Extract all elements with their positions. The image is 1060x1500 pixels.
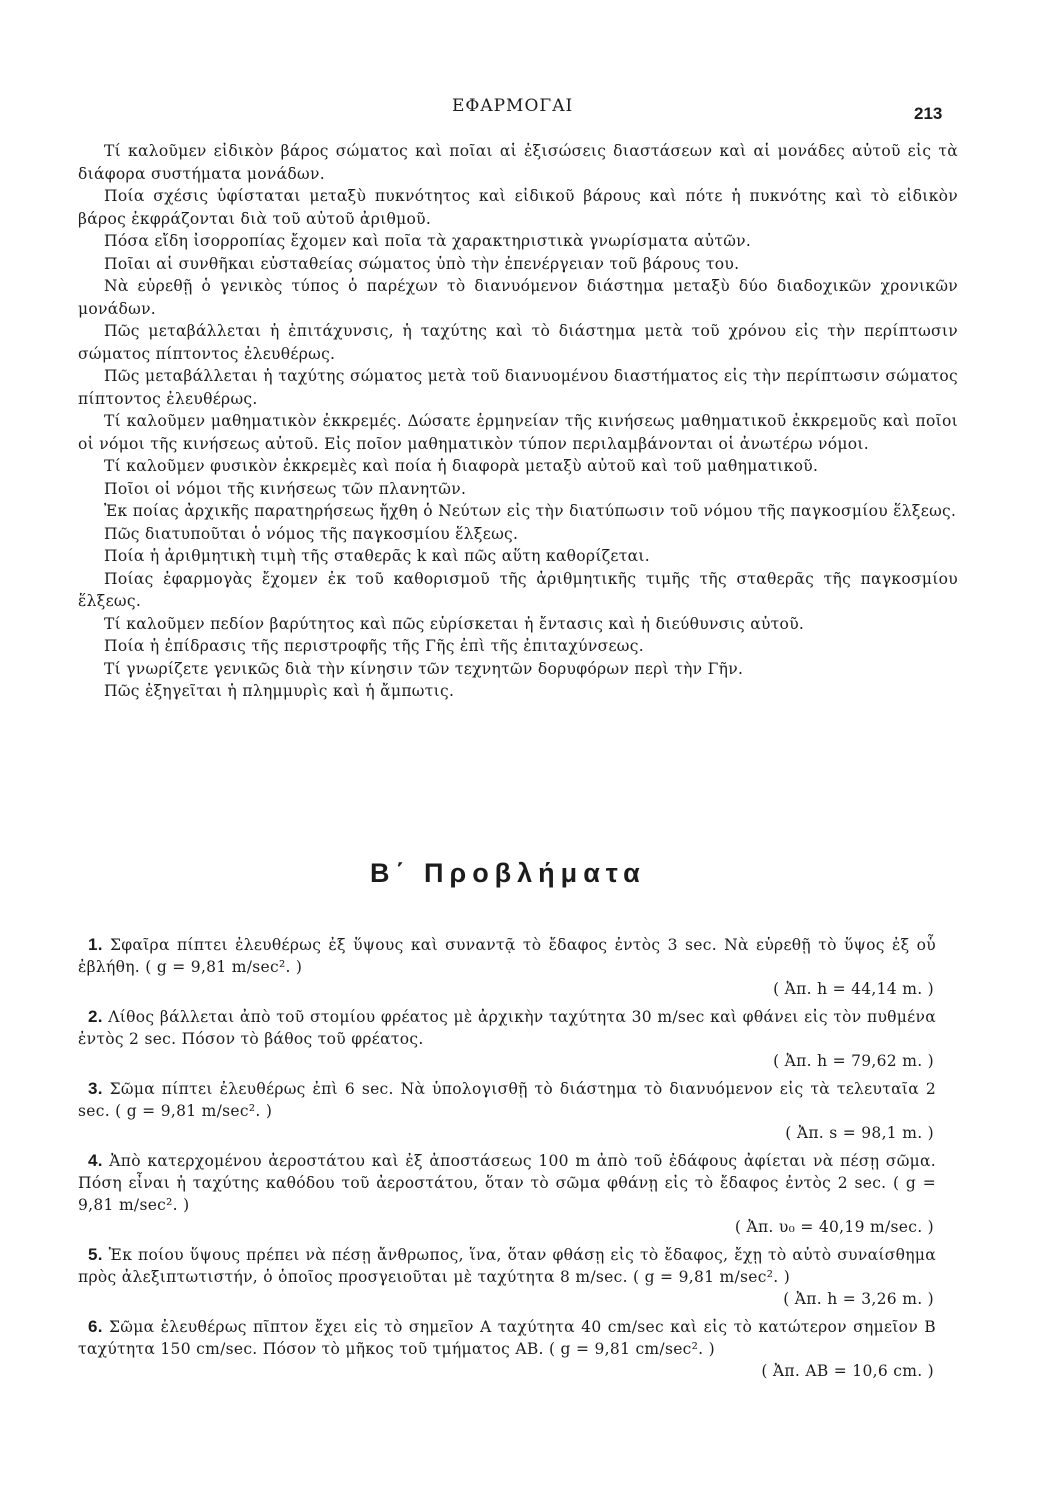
running-title: ΕΦΑΡΜΟΓΑΙ bbox=[452, 96, 574, 116]
page-number: 213 bbox=[914, 104, 943, 123]
problem-answer: ( Ἀπ. h = 79,62 m. ) bbox=[773, 1052, 934, 1070]
problem-answer: ( Ἀπ. υ₀ = 40,19 m/sec. ) bbox=[734, 1218, 934, 1236]
problem-text: Σῶμα πίπτει ἐλευθέρως ἐπὶ 6 sec. Νὰ ὑπολογισθῇ τὸ διάστημα τὸ διανυόμενον εἰς τὰ τελευταῖα 2 sec. ( g = 9,81 m/sec². ) bbox=[78, 1080, 936, 1120]
problem-item bbox=[78, 1150, 936, 1238]
question: Τί γνωρίζετε γενικῶς διὰ τὴν κίνησιν τῶν τεχνητῶν δορυφόρων περὶ τὴν Γῆν. bbox=[104, 659, 744, 678]
question: Πῶς μεταβάλλεται ἡ ταχύτης σώματος μετὰ τοῦ διανυομένου διαστήματος εἰς τὴν περίπτωσιν σώματος πίπτοντος ἐλευθέρως. bbox=[78, 367, 958, 408]
section-title: Β΄ Προβλήματα bbox=[370, 858, 646, 888]
problem-answer: ( Ἀπ. ΑΒ = 10,6 cm. ) bbox=[761, 1362, 934, 1380]
problem-number: 5. bbox=[88, 1245, 103, 1264]
question: Τί καλοῦμεν εἰδικὸν βάρος σώματος καὶ ποῖαι αἱ ἐξισώσεις διαστάσεων καὶ αἱ μονάδες αὐτοῦ εἰς τὰ διάφορα συστήματα μονάδων. bbox=[78, 142, 958, 183]
problem-number: 1. bbox=[88, 935, 103, 954]
problem-text: Σφαῖρα πίπτει ἐλευθέρως ἐξ ὕψους καὶ συναντᾷ τὸ ἔδαφος ἐντὸς 3 sec. Νὰ εὑρεθῇ τὸ ὕψος ἐξ οὗ ἐβλήθη. ( g = 9,81 m/sec². ) bbox=[78, 936, 936, 976]
problem-text: Σῶμα ἐλευθέρως πῖπτον ἔχει εἰς τὸ σημεῖον Α ταχύτητα 40 cm/sec καὶ εἰς τὸ κατώτερον σημεῖον Β ταχύτητα 150 cm/sec. Πόσον τὸ μῆκος τοῦ τμήματος ΑΒ. ( g = 9,81 cm/sec². ) bbox=[78, 1318, 936, 1358]
problem-number: 6. bbox=[88, 1317, 103, 1336]
review-questions bbox=[78, 140, 958, 703]
problem-answer: ( Ἀπ. h = 44,14 m. ) bbox=[773, 980, 934, 998]
question: Πῶς μεταβάλλεται ἡ ἐπιτάχυνσις, ἡ ταχύτης καὶ τὸ διάστημα μετὰ τοῦ χρόνου εἰς τὴν περίπτωσιν σώματος πίπτοντος ἐλευθέρως. bbox=[78, 322, 958, 363]
problem-text: Ἀπὸ κατερχομένου ἀεροστάτου καὶ ἐξ ἀποστάσεως 100 m ἀπὸ τοῦ ἐδάφους ἀφίεται νὰ πέσῃ σῶμα. Πόση εἶναι ἡ ταχύτης καθόδου τοῦ ἀεροστάτου, ὅταν τὸ σῶμα φθάνῃ εἰς τὸ ἔδαφος ἐντὸς 2 sec. ( g = 9,81 m/sec². ) bbox=[78, 1152, 936, 1214]
question: Πόσα εἴδη ἰσορροπίας ἔχομεν καὶ ποῖα τὰ χαρακτηριστικὰ γνωρίσματα αὐτῶν. bbox=[104, 232, 752, 250]
problem-item bbox=[78, 1006, 936, 1072]
page-header bbox=[0, 96, 1060, 126]
question: Ποία ἡ ἀριθμητικὴ τιμὴ τῆς σταθερᾶς k καὶ πῶς αὕτη καθορίζεται. bbox=[104, 547, 650, 565]
problems-list bbox=[78, 934, 936, 1388]
problem-text: Λίθος βάλλεται ἀπὸ τοῦ στομίου φρέατος μὲ ἀρχικὴν ταχύτητα 30 m/sec καὶ φθάνει εἰς τὸν πυθμένα ἐντὸς 2 sec. Πόσον τὸ βάθος τοῦ φρέατος. bbox=[78, 1008, 936, 1048]
question: Τί καλοῦμεν πεδίον βαρύτητος καὶ πῶς εὑρίσκεται ἡ ἔντασις καὶ ἡ διεύθυνσις αὐτοῦ. bbox=[104, 614, 805, 633]
question: Ποία ἡ ἐπίδρασις τῆς περιστροφῆς τῆς Γῆς ἐπὶ τῆς ἐπιταχύνσεως. bbox=[104, 637, 644, 655]
problem-number: 3. bbox=[88, 1079, 103, 1098]
problem-item bbox=[78, 934, 936, 1000]
problem-text: Ἐκ ποίου ὕψους πρέπει νὰ πέσῃ ἄνθρωπος, ἵνα, ὅταν φθάσῃ εἰς τὸ ἔδαφος, ἔχῃ τὸ αὐτὸ συναίσθημα πρὸς ἀλεξιπτωτιστήν, ὁ ὁποῖος προσγειοῦται μὲ ταχύτητα 8 m/sec. ( g = 9,81 m/sec². ) bbox=[78, 1246, 936, 1286]
problem-item bbox=[78, 1244, 936, 1310]
problem-item bbox=[78, 1316, 936, 1382]
question: Τί καλοῦμεν μαθηματικὸν ἐκκρεμές. Δώσατε ἑρμηνείαν τῆς κινήσεως μαθηματικοῦ ἐκκρεμοῦς καὶ ποῖοι οἱ νόμοι τῆς κινήσεως αὐτοῦ. Εἰς ποῖον μαθηματικὸν τύπον περιλαμβάνονται οἱ ἀνωτέρω νόμοι. bbox=[78, 412, 958, 453]
question: Ποῖοι οἱ νόμοι τῆς κινήσεως τῶν πλανητῶν. bbox=[104, 479, 467, 498]
question: Νὰ εὑρεθῇ ὁ γενικὸς τύπος ὁ παρέχων τὸ διανυόμενον διάστημα μεταξὺ δύο διαδοχικῶν χρονικῶν μονάδων. bbox=[78, 277, 958, 318]
question: Πῶς διατυποῦται ὁ νόμος τῆς παγκοσμίου ἕλξεως. bbox=[104, 524, 519, 543]
problem-number: 2. bbox=[88, 1007, 103, 1026]
question: Ποῖαι αἱ συνθῆκαι εὐσταθείας σώματος ὑπὸ τὴν ἐπενέργειαν τοῦ βάρους του. bbox=[104, 254, 740, 273]
problem-answer: ( Ἀπ. s = 98,1 m. ) bbox=[785, 1124, 934, 1142]
problem-item bbox=[78, 1078, 936, 1144]
problem-number: 4. bbox=[88, 1151, 103, 1170]
question: Ποία σχέσις ὑφίσταται μεταξὺ πυκνότητος καὶ εἰδικοῦ βάρους καὶ πότε ἡ πυκνότης καὶ τὸ εἰδικὸν βάρος ἐκφράζονται διὰ τοῦ αὐτοῦ ἀριθμοῦ. bbox=[78, 187, 958, 228]
question: Ποίας ἐφαρμογὰς ἔχομεν ἐκ τοῦ καθορισμοῦ τῆς ἀριθμητικῆς τιμῆς τῆς σταθερᾶς τῆς παγκοσμίου ἕλξεως. bbox=[78, 569, 958, 610]
question: Ἐκ ποίας ἀρχικῆς παρατηρήσεως ἤχθη ὁ Νεύτων εἰς τὴν διατύπωσιν τοῦ νόμου τῆς παγκοσμίου ἕλξεως. bbox=[104, 502, 957, 520]
problem-answer: ( Ἀπ. h = 3,26 m. ) bbox=[783, 1290, 934, 1308]
question: Τί καλοῦμεν φυσικὸν ἐκκρεμὲς καὶ ποία ἡ διαφορὰ μεταξὺ αὐτοῦ καὶ τοῦ μαθηματικοῦ. bbox=[104, 457, 819, 475]
question: Πῶς ἐξηγεῖται ἡ πλημμυρὶς καὶ ἡ ἄμπωτις. bbox=[104, 682, 455, 700]
